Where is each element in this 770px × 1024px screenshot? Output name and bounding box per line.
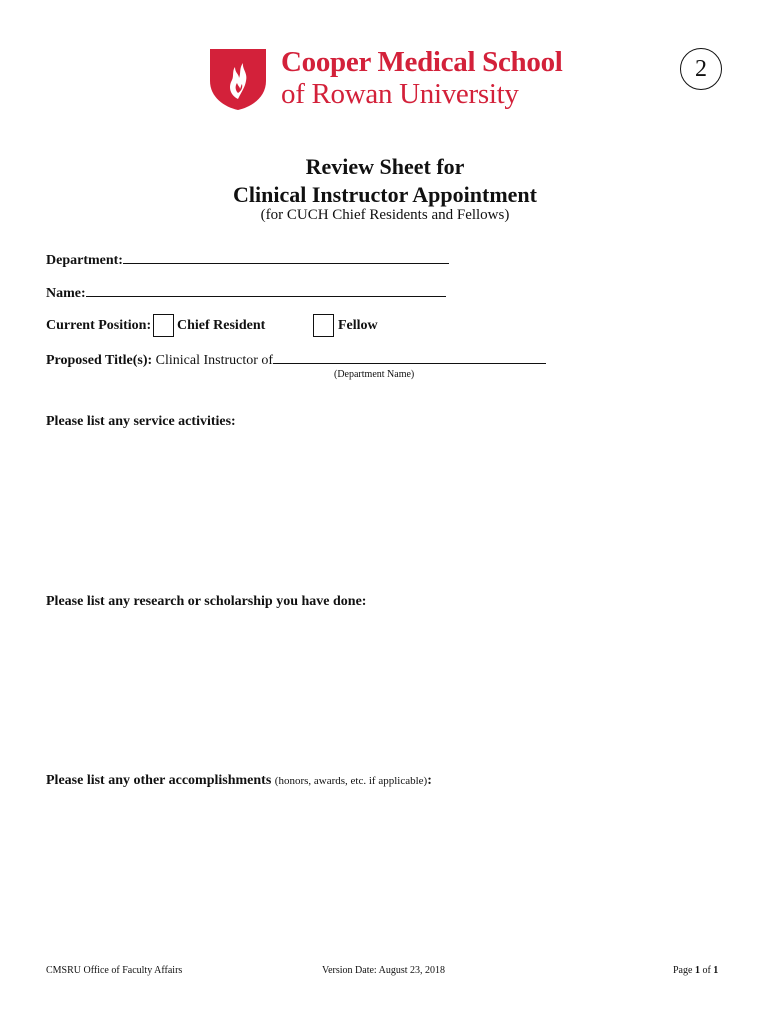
document-title-line2: Clinical Instructor Appointment	[233, 182, 537, 207]
other-accomplishments-prompt	[46, 773, 432, 789]
document-subtitle: (for CUCH Chief Residents and Fellows)	[260, 207, 510, 223]
service-activities-prompt: Please list any service activities:	[46, 414, 236, 429]
name-label: Name:	[46, 286, 86, 301]
current-position-label: Current Position:	[46, 318, 152, 333]
footer-version-date: Version Date: August 23, 2018	[322, 965, 446, 976]
research-scholarship-prompt: Please list any research or scholarship you have done:	[46, 594, 367, 609]
chief-resident-label: Chief Resident	[177, 318, 266, 333]
department-field[interactable]	[123, 251, 449, 264]
footer-page-count	[673, 965, 718, 976]
department-name-hint: (Department Name)	[334, 369, 415, 380]
department-label: Department:	[46, 253, 123, 268]
footer-page-of: of	[699, 965, 714, 976]
other-accomplishments-note: (honors, awards, etc. if applicable)	[274, 775, 428, 787]
footer-page-current: 1	[694, 965, 700, 976]
fellow-label: Fellow	[338, 318, 378, 333]
document-title-line1: Review Sheet for	[305, 154, 465, 179]
footer-office: CMSRU Office of Faculty Affairs	[46, 965, 183, 976]
cmsru-shield-logo	[208, 47, 268, 111]
fellow-checkbox[interactable]	[313, 314, 334, 337]
footer-page-total: 1	[713, 965, 719, 976]
chief-resident-checkbox[interactable]	[153, 314, 174, 337]
name-row	[46, 284, 446, 302]
other-accomplishments-label: Please list any other accomplishments	[46, 773, 272, 788]
page-number-badge: 2	[680, 48, 722, 90]
footer-page-prefix: Page	[673, 965, 695, 976]
logo-school-name: Cooper Medical School	[281, 46, 563, 78]
proposed-title-row	[46, 351, 546, 369]
proposed-title-label: Proposed Title(s):	[46, 353, 153, 368]
name-field[interactable]	[86, 284, 446, 297]
other-accomplishments-colon: :	[427, 773, 432, 788]
proposed-department-field[interactable]	[273, 351, 546, 364]
logo-university-name: of Rowan University	[281, 78, 519, 110]
proposed-title-text: Clinical Instructor of	[155, 353, 274, 368]
department-row	[46, 251, 449, 269]
